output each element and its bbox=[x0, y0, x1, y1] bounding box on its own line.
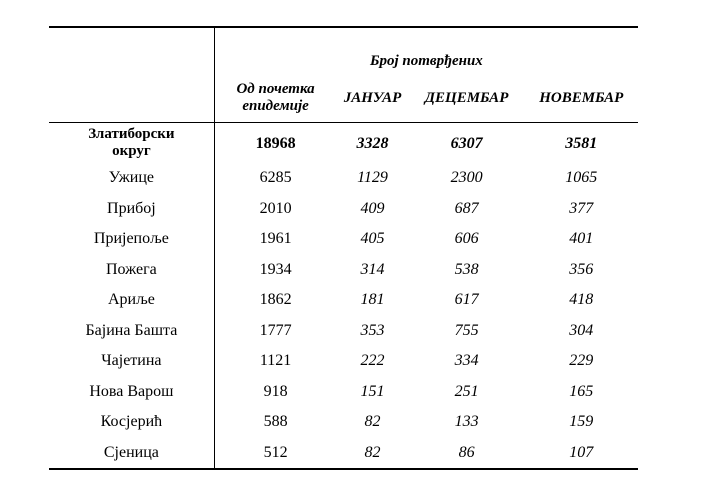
november-cases: 229 bbox=[569, 352, 594, 370]
total-cases: 6285 bbox=[259, 169, 292, 187]
january-cases: 181 bbox=[360, 291, 385, 309]
november-cases: 401 bbox=[569, 230, 594, 248]
municipality-name: Чајетина bbox=[49, 346, 214, 377]
group-header-row bbox=[49, 27, 638, 74]
municipality-name: Пожега bbox=[49, 255, 214, 286]
municipality-rows bbox=[49, 163, 638, 469]
column-header-since-start: Од почетка епидемије bbox=[214, 74, 336, 123]
december-cases: 251 bbox=[454, 382, 479, 400]
group-header: Број потврђених bbox=[214, 27, 638, 74]
january-cases: 409 bbox=[360, 199, 385, 217]
december-cases: 755 bbox=[454, 321, 479, 339]
table-row bbox=[49, 377, 638, 408]
november-cases: 165 bbox=[569, 382, 594, 400]
january-cases: 405 bbox=[360, 230, 385, 248]
total-cases: 918 bbox=[263, 382, 288, 400]
table-row bbox=[49, 285, 638, 316]
january-cases: 1129 bbox=[357, 169, 388, 187]
november-cases: 377 bbox=[569, 199, 594, 217]
november-cases: 356 bbox=[569, 260, 594, 278]
district-november: 3581 bbox=[565, 134, 598, 152]
district-january: 3328 bbox=[356, 134, 389, 152]
total-cases: 1121 bbox=[259, 352, 292, 370]
municipality-name: Сјеница bbox=[49, 438, 214, 470]
december-cases: 86 bbox=[409, 438, 525, 470]
november-cases: 159 bbox=[569, 413, 594, 431]
january-cases: 222 bbox=[360, 352, 385, 370]
december-cases: 2300 bbox=[450, 169, 483, 187]
total-cases: 1934 bbox=[259, 260, 292, 278]
column-header-november: НОВЕМБАР bbox=[525, 74, 638, 123]
table-row bbox=[49, 407, 638, 438]
municipality-name: Бајина Башта bbox=[49, 316, 214, 347]
november-cases: 304 bbox=[569, 321, 594, 339]
table-row bbox=[49, 163, 638, 194]
municipality-name: Пријепоље bbox=[49, 224, 214, 255]
table-row bbox=[49, 438, 638, 470]
december-cases: 606 bbox=[454, 230, 479, 248]
table-row bbox=[49, 346, 638, 377]
november-cases: 107 bbox=[525, 438, 638, 470]
december-cases: 617 bbox=[454, 291, 479, 309]
january-cases: 82 bbox=[336, 438, 408, 470]
municipality-name: Прибој bbox=[49, 194, 214, 225]
january-cases: 353 bbox=[360, 321, 385, 339]
january-cases: 151 bbox=[360, 382, 385, 400]
corner-cell bbox=[49, 27, 214, 74]
district-name: Златиборски округ bbox=[49, 123, 214, 164]
table-row bbox=[49, 194, 638, 225]
column-header-row bbox=[49, 74, 638, 123]
january-cases: 82 bbox=[364, 413, 381, 431]
total-cases: 2010 bbox=[259, 199, 292, 217]
december-cases: 687 bbox=[454, 199, 479, 217]
total-cases: 1777 bbox=[259, 321, 292, 339]
december-cases: 133 bbox=[454, 413, 479, 431]
table-row bbox=[49, 316, 638, 347]
table-row bbox=[49, 224, 638, 255]
table-row bbox=[49, 255, 638, 286]
municipality-name: Нова Варош bbox=[49, 377, 214, 408]
row-label-header bbox=[49, 74, 214, 123]
municipality-name: Косјерић bbox=[49, 407, 214, 438]
district-total: 18968 bbox=[255, 134, 296, 152]
november-cases: 418 bbox=[569, 291, 594, 309]
december-cases: 334 bbox=[454, 352, 479, 370]
district-december: 6307 bbox=[450, 134, 483, 152]
november-cases: 1065 bbox=[565, 169, 598, 187]
total-cases: 588 bbox=[263, 413, 288, 431]
january-cases: 314 bbox=[360, 260, 385, 278]
column-header-january: ЈАНУАР bbox=[336, 74, 408, 123]
december-cases: 538 bbox=[454, 260, 479, 278]
municipality-name: Ужице bbox=[49, 163, 214, 194]
district-row bbox=[49, 123, 638, 164]
total-cases: 1862 bbox=[259, 291, 292, 309]
municipality-name: Ариље bbox=[49, 285, 214, 316]
covid-cases-table bbox=[49, 26, 638, 470]
total-cases: 512 bbox=[214, 438, 336, 470]
column-header-december: ДЕЦЕМБАР bbox=[409, 74, 525, 123]
total-cases: 1961 bbox=[259, 230, 292, 248]
